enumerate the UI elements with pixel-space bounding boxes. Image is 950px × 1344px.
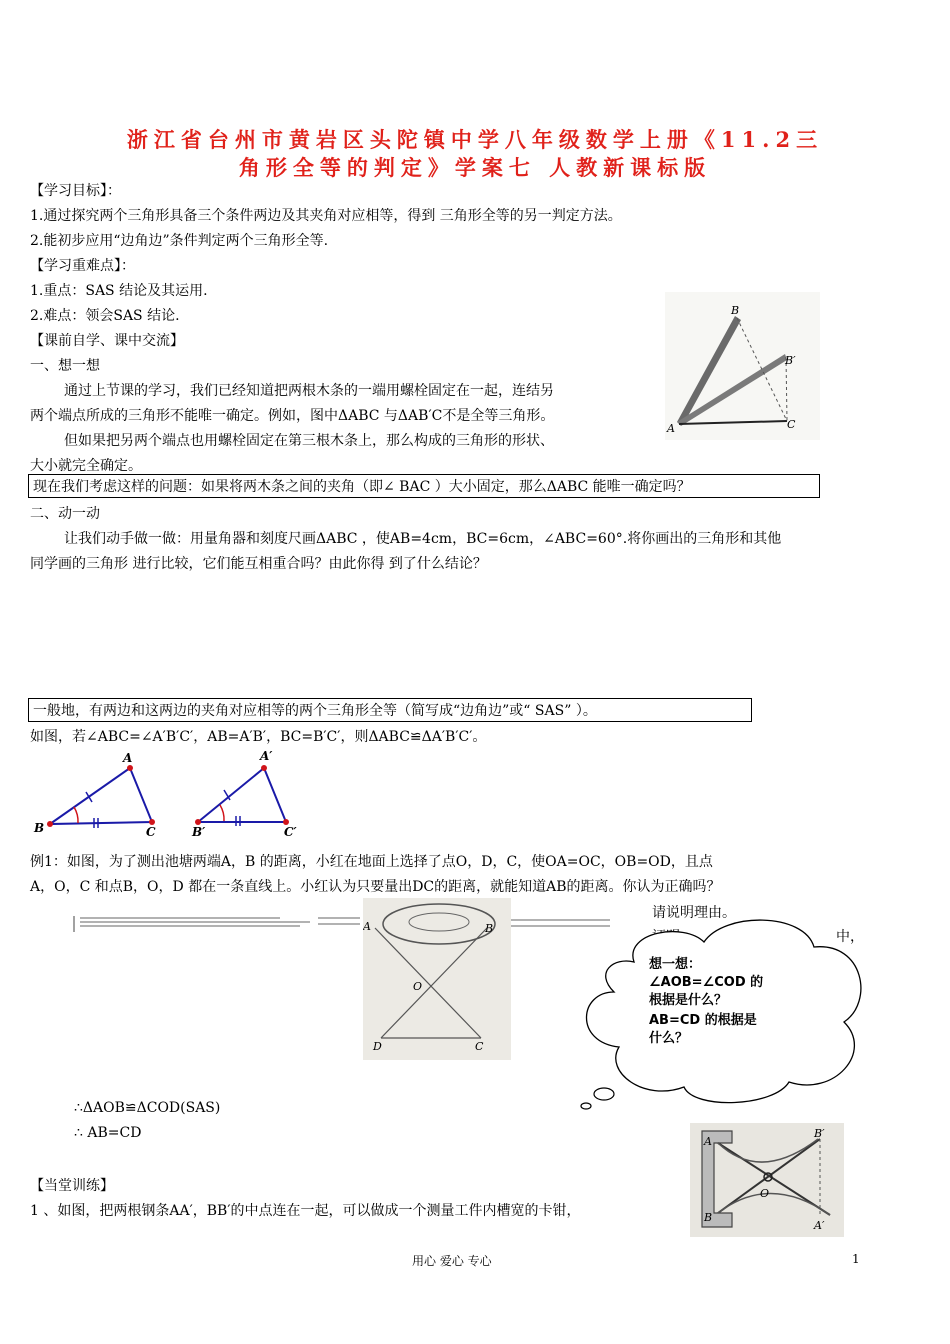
part1-paragraph-1b: 两个端点所成的三角形不能唯一确定。例如，图中ΔABC 与ΔAB′C不是全等三角形。 <box>30 408 555 424</box>
question-box: 现在我们考虑这样的问题：如果将两木条之间的夹角（即∠ BAC ）大小固定，那么ΔABC 能唯一确定吗？ <box>28 474 820 498</box>
congruent-triangles-figure <box>28 748 318 840</box>
tri1-label-C: C <box>146 825 156 839</box>
page-number: 1 <box>852 1252 860 1266</box>
overlay-lines <box>70 912 615 936</box>
tri2-label-B-prime: B′ <box>192 825 206 839</box>
tri2-label-C-prime: C′ <box>284 825 297 839</box>
page-title-line2: 角形全等的判定》学案七 人教新课标版 <box>238 155 712 180</box>
caliper-label-B: B <box>704 1211 713 1224</box>
page-title-line1: 浙江省台州市黄岩区头陀镇中学八年级数学上册《11.2三 <box>126 127 824 152</box>
pond-label-A: A <box>363 920 371 933</box>
goal-1: 1.通过探究两个三角形具备三个条件两边及其夹角对应相等，得到 三角形全等的另一判定方法。 <box>30 208 622 224</box>
label-B-prime: B′ <box>785 354 796 367</box>
bubble-line-5: 什么？ <box>649 1031 689 1046</box>
pond-label-B: B <box>485 922 494 935</box>
sas-definition-box: 一般地，有两边和这两边的夹角对应相等的两个三角形全等（简写成“边角边”或“ SAS” ）。 <box>28 698 752 722</box>
tri2-label-A-prime: A′ <box>260 749 273 763</box>
caliper-label-A-prime: A′ <box>814 1219 825 1232</box>
label-A: A <box>667 422 675 435</box>
part2-paragraph-a: 让我们动手做一做：用量角器和刻度尺画ΔABC ，使AB=4cm，BC=6cm，∠ABC=60°.将你画出的三角形和其他 <box>64 531 782 547</box>
example1-line-c: 请说明理由。 <box>652 905 736 921</box>
pond-figure <box>363 898 511 1060</box>
caliper-label-O: O <box>760 1187 770 1200</box>
bubble-line-3: 根据是什么？ <box>649 993 728 1008</box>
part2-paragraph-b: 同学画的三角形 进行比较，它们能互相重合吗？由此你得 到了什么结论？ <box>30 556 487 572</box>
goals-header: 【学习目标】： <box>30 183 121 199</box>
practice-header: 【当堂训练】 <box>30 1178 114 1194</box>
tri1-label-A: A <box>123 751 133 765</box>
practice-question-1: 1 、如图，把两根钢条AA′，BB′的中点连在一起，可以做成一个测量工件内槽宽的卡钳， <box>30 1203 581 1219</box>
footer-text: 用心 爱心 专心 <box>412 1254 492 1268</box>
example1-proof-suffix: 中， <box>836 929 864 945</box>
pond-label-D: D <box>373 1040 382 1053</box>
bubble-line-2: ∠AOB=∠COD 的 <box>649 975 764 990</box>
label-B: B <box>731 304 740 317</box>
caliper-label-B-prime: B′ <box>814 1127 825 1140</box>
pond-label-C: C <box>475 1040 484 1053</box>
part1-paragraph-1a: 通过上节课的学习，我们已经知道把两根木条的一端用螺栓固定在一起，连结另 <box>64 383 554 399</box>
conclusion-congruent: ∴ΔAOB≌ΔCOD(SAS) <box>74 1100 221 1116</box>
key-point-2: 2.难点：领会SAS 结论. <box>30 308 180 324</box>
part2-title: 二、动一动 <box>30 506 100 522</box>
tri1-label-B: B <box>34 821 45 835</box>
example1-line-b: A，O，C 和点B，O，D 都在一条直线上。小红认为只要量出DC的距离，就能知道AB的距离。你认为正确吗？ <box>30 879 721 895</box>
conclusion-equal: ∴ AB=CD <box>74 1125 142 1141</box>
pond-label-O: O <box>413 980 423 993</box>
bubble-line-1: 想一想： <box>649 957 702 972</box>
key-points-header: 【学习重难点】： <box>30 258 135 274</box>
label-C: C <box>787 418 796 431</box>
part1-paragraph-2a: 但如果把另两个端点也用螺栓固定在第三根木条上，那么构成的三角形的形状、 <box>64 433 554 449</box>
caliper-label-A: A <box>704 1135 712 1148</box>
key-point-1: 1.重点：SAS 结论及其运用. <box>30 283 208 299</box>
bubble-line-4: AB=CD 的根据是 <box>649 1013 757 1028</box>
preview-header: 【课前自学、课中交流】 <box>30 333 184 349</box>
goal-2: 2.能初步应用“边角边”条件判定两个三角形全等. <box>30 233 329 249</box>
part1-title: 一、想一想 <box>30 358 100 374</box>
caliper-figure <box>690 1123 844 1237</box>
example1-line-a: 例1：如图，为了测出池塘两端A，B 的距离，小红在地面上选择了点O，D，C，使OA=OC，OB=OD，且点 <box>30 854 713 870</box>
part1-paragraph-2b: 大小就完全确定。 <box>30 458 142 474</box>
sas-example: 如图，若∠ABC=∠A′B′C′，AB=A′B′，BC=B′C′，则ΔABC≌ΔA′B′C′。 <box>30 729 487 745</box>
rods-triangle-figure <box>665 292 820 440</box>
